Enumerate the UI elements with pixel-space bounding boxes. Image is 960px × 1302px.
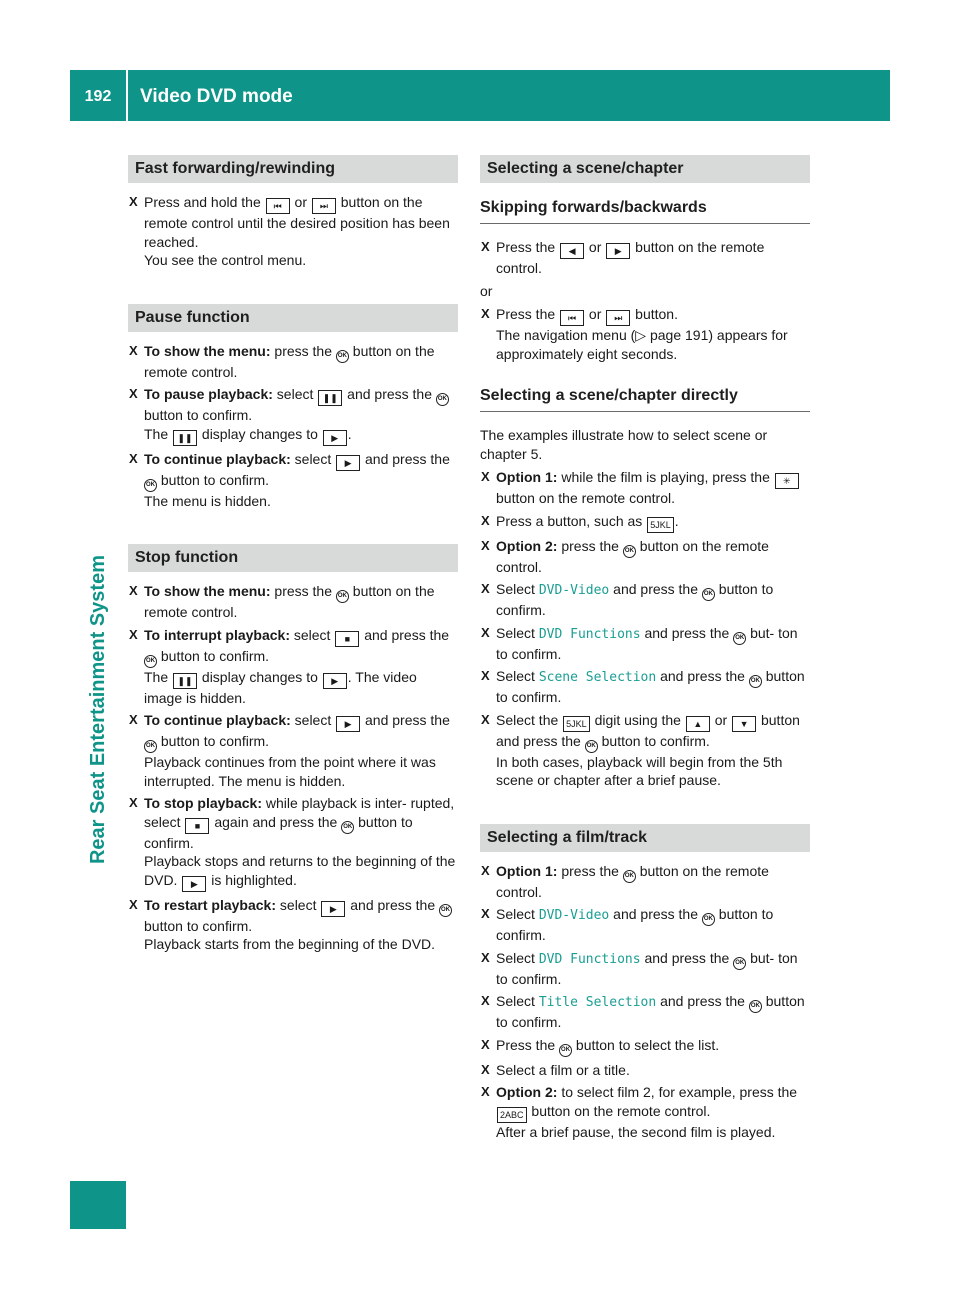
list-item <box>480 580 810 620</box>
arrow-bullet-icon: X <box>129 583 138 598</box>
list-item <box>480 537 810 577</box>
ok-button-icon: OK <box>559 1044 572 1057</box>
step-text: and press the <box>644 624 730 641</box>
step-lead: Option 2: <box>496 1084 558 1100</box>
list-item <box>480 905 810 945</box>
header-divider <box>126 70 128 121</box>
step-text: while the film is playing, press the <box>561 469 770 485</box>
step-text: button on the remote control. <box>144 342 435 380</box>
list-item <box>128 450 458 511</box>
step-text: Press the <box>496 239 556 255</box>
ok-button-icon: OK <box>144 740 157 753</box>
list-item <box>128 193 458 270</box>
arrow-bullet-icon: X <box>481 862 490 878</box>
pause-button-icon: ❚❚ <box>173 673 197 689</box>
step-text: button on the remote control. <box>144 583 435 620</box>
step-text: while playback is inter- rupted, select <box>144 795 455 830</box>
menu-item-code: Title Selection <box>538 995 657 1010</box>
list-item <box>480 238 810 278</box>
ok-button-icon: OK <box>439 904 452 917</box>
side-block <box>70 1181 126 1229</box>
list-item <box>480 667 810 707</box>
skip-back-button-icon: ⏮ <box>266 198 290 214</box>
menu-item-code: DVD-Video <box>538 908 610 923</box>
play-button-icon: ▶ <box>336 455 360 471</box>
step-text: Select <box>496 949 535 966</box>
step-text: button on the remote control. <box>496 239 765 276</box>
step-text: button and press the <box>496 711 800 749</box>
list-item <box>480 1061 810 1080</box>
step-text: button to select the list. <box>575 1036 720 1053</box>
step-result: The <box>144 668 169 685</box>
step-text: button to confirm. <box>496 668 805 705</box>
ok-button-icon: OK <box>623 545 636 558</box>
play-button-icon: ▶ <box>182 876 206 892</box>
menu-item-code: DVD-Video <box>538 583 610 598</box>
step-text: . <box>674 512 679 529</box>
step-lead: To show the menu: <box>144 342 271 359</box>
step-result: In both cases, playback will begin from the 5th scene or chapter after a brief pause. <box>496 753 783 788</box>
step-text: select <box>294 712 332 728</box>
play-button-icon: ▶ <box>323 430 347 446</box>
step-text: and press the <box>350 896 436 913</box>
arrow-bullet-icon: X <box>129 194 138 209</box>
arrow-bullet-icon: X <box>481 581 490 596</box>
menu-item-code: DVD Functions <box>538 951 641 967</box>
play-button-icon: ▶ <box>323 673 347 689</box>
pause-button-icon: ❚❚ <box>318 390 342 406</box>
fast-forward-heading: Fast forwarding/rewinding <box>128 155 458 183</box>
ok-button-icon: OK <box>585 740 598 753</box>
step-text: Select <box>496 668 535 684</box>
list-item <box>480 1036 810 1057</box>
down-button-icon: ▼ <box>732 716 756 732</box>
step-text: Press the <box>496 1036 556 1053</box>
step-text: Press and hold the <box>144 194 261 210</box>
list-item <box>480 305 810 363</box>
asterisk-button-icon: ✳ <box>775 473 799 489</box>
step-text: and press the <box>613 581 698 597</box>
list-item <box>480 949 810 989</box>
step-text: press the <box>561 537 619 554</box>
arrow-bullet-icon: X <box>481 239 490 254</box>
ok-button-icon: OK <box>336 350 349 363</box>
step-lead: To pause playback: <box>144 386 273 402</box>
ok-button-icon: OK <box>749 1000 762 1013</box>
arrow-bullet-icon: X <box>481 1036 490 1052</box>
ok-button-icon: OK <box>749 675 762 688</box>
arrow-bullet-icon: X <box>481 512 490 528</box>
step-text: button on the remote control. <box>496 490 675 506</box>
step-text: and press the <box>644 949 730 966</box>
step-text: or <box>588 306 602 322</box>
up-button-icon: ▲ <box>686 716 710 732</box>
ok-button-icon: OK <box>336 590 349 603</box>
arrow-bullet-icon: X <box>481 711 490 727</box>
step-result: You see the control menu. <box>144 252 307 268</box>
step-text: press the <box>274 583 332 599</box>
two-button-icon: 2ABC <box>497 1107 527 1123</box>
step-text: to select film 2, for example, press the <box>561 1084 798 1100</box>
step-text: and press the <box>365 712 450 728</box>
list-item <box>480 624 810 664</box>
step-result: . The video image is hidden. <box>144 668 417 706</box>
film-heading: Selecting a film/track <box>480 824 810 852</box>
ok-button-icon: OK <box>702 588 715 601</box>
step-lead: To continue playback: <box>144 450 291 467</box>
arrow-bullet-icon: X <box>129 626 138 642</box>
list-item <box>128 342 458 382</box>
step-text: button to confirm. <box>160 733 270 749</box>
step-text: button to confirm. <box>160 647 270 664</box>
ok-button-icon: OK <box>341 821 354 834</box>
step-lead: Option 2: <box>496 537 558 554</box>
arrow-bullet-icon: X <box>481 668 490 683</box>
step-text: and press the <box>660 993 745 1009</box>
step-text: select <box>276 386 314 402</box>
left-button-icon: ◀ <box>560 243 584 259</box>
step-text: and press the <box>365 450 450 467</box>
step-text: press the <box>561 862 619 879</box>
step-text: button on the remote control. <box>496 537 769 575</box>
ok-button-icon: OK <box>733 632 746 645</box>
arrow-bullet-icon: X <box>129 342 138 358</box>
step-text: button on the remote control. <box>496 862 769 900</box>
step-text: button to confirm. <box>496 993 805 1030</box>
step-text: Select <box>496 624 535 641</box>
step-text: or <box>714 711 728 728</box>
step-text: button to confirm. <box>160 471 270 488</box>
step-text: Select <box>496 581 535 597</box>
step-lead: Option 1: <box>496 469 558 485</box>
step-text: button to confirm. <box>496 581 774 618</box>
step-text: Press the <box>496 306 556 322</box>
list-item <box>128 711 458 790</box>
page-title: Video DVD mode <box>140 86 293 107</box>
arrow-bullet-icon: X <box>129 712 138 727</box>
side-label-text: Rear Seat Entertainment System <box>86 554 109 864</box>
step-result: display changes to <box>201 668 318 685</box>
step-text: button to confirm. <box>144 813 413 851</box>
step-lead: To stop playback: <box>144 795 262 811</box>
step-text: button to confirm. <box>144 917 253 934</box>
list-item <box>480 468 810 508</box>
arrow-bullet-icon: X <box>481 469 490 484</box>
step-text: Select the <box>496 711 559 728</box>
step-result: After a brief pause, the second film is played. <box>496 1123 776 1140</box>
arrow-bullet-icon: X <box>481 906 490 921</box>
ok-button-icon: OK <box>436 393 449 406</box>
step-result: Playback continues from the point where it was interrupted. The menu is hidden. <box>144 754 436 789</box>
arrow-bullet-icon: X <box>481 624 490 640</box>
ok-button-icon: OK <box>144 655 157 668</box>
play-button-icon: ▶ <box>321 901 345 917</box>
menu-item-code: Scene Selection <box>538 670 657 685</box>
arrow-bullet-icon: X <box>129 896 138 912</box>
step-text: select <box>279 896 317 913</box>
step-text: and press the <box>347 386 432 402</box>
ok-button-icon: OK <box>623 870 636 883</box>
step-result: The navigation menu (▷ page 191) appears for approximately eight seconds. <box>496 327 788 362</box>
intro-text: The examples illustrate how to select scene or chapter 5. <box>480 427 768 462</box>
step-lead: To restart playback: <box>144 896 277 913</box>
side-label <box>84 554 112 864</box>
step-result: is highlighted. <box>211 871 297 888</box>
ok-button-icon: OK <box>702 913 715 926</box>
step-text: button on the remote control. <box>531 1102 711 1119</box>
ok-button-icon: OK <box>144 479 157 492</box>
list-item <box>480 1083 810 1141</box>
stop-heading: Stop function <box>128 544 458 572</box>
step-text: select <box>294 450 332 467</box>
list-item <box>480 862 810 902</box>
right-column <box>480 155 810 1145</box>
step-result: . <box>347 425 352 442</box>
step-text: and press the <box>613 906 698 922</box>
step-lead: To show the menu: <box>144 583 271 599</box>
step-text: Select <box>496 906 535 922</box>
arrow-bullet-icon: X <box>129 450 138 466</box>
step-text: button to confirm. <box>496 906 774 943</box>
step-text: Press a button, such as <box>496 512 643 529</box>
list-item <box>480 711 810 790</box>
step-text: digit using the <box>594 711 681 728</box>
arrow-bullet-icon: X <box>481 993 490 1008</box>
step-text: again and press the <box>214 813 338 830</box>
stop-button-icon: ■ <box>185 818 209 834</box>
play-button-icon: ▶ <box>336 716 360 732</box>
step-text: press the <box>274 342 332 359</box>
page-number: 192 <box>84 88 112 105</box>
skip-forward-button-icon: ⏭ <box>606 310 630 326</box>
step-text: button on the remote control until the desired position has been reached. <box>144 194 450 250</box>
list-item <box>480 512 810 533</box>
list-item <box>128 896 458 954</box>
arrow-bullet-icon: X <box>481 1084 490 1099</box>
arrow-bullet-icon: X <box>481 537 490 553</box>
list-item <box>128 626 458 708</box>
ok-button-icon: OK <box>733 957 746 970</box>
step-text: or <box>294 194 307 210</box>
step-text: button. <box>635 306 678 322</box>
step-lead: Option 1: <box>496 862 558 879</box>
step-text: button to confirm. <box>144 407 253 423</box>
skip-forward-button-icon: ⏭ <box>312 198 336 214</box>
step-result: Playback starts from the beginning of the DVD. <box>144 936 436 952</box>
skip-subheading: Skipping forwards/backwards <box>480 193 810 224</box>
pause-heading: Pause function <box>128 304 458 332</box>
step-text: but- ton to confirm. <box>496 949 798 987</box>
or-text: or <box>480 282 493 299</box>
menu-item-code: DVD Functions <box>538 626 641 642</box>
step-text: or <box>588 239 602 255</box>
arrow-bullet-icon: X <box>129 386 138 401</box>
step-result: The <box>144 425 169 442</box>
list-item <box>480 992 810 1032</box>
direct-subheading: Selecting a scene/chapter directly <box>480 381 810 412</box>
stop-button-icon: ■ <box>335 631 359 647</box>
step-lead: To continue playback: <box>144 712 291 728</box>
list-item <box>128 385 458 446</box>
step-result: The menu is hidden. <box>144 492 271 509</box>
step-text: Select <box>496 993 535 1009</box>
arrow-bullet-icon: X <box>481 1061 490 1077</box>
step-result: display changes to <box>201 425 318 442</box>
step-text: but- ton to confirm. <box>496 624 798 662</box>
pause-button-icon: ❚❚ <box>173 430 197 446</box>
step-result: Playback stops and returns to the beginning of the DVD. <box>144 853 456 888</box>
step-text: and press the <box>364 626 450 643</box>
arrow-bullet-icon: X <box>129 795 138 810</box>
step-lead: To interrupt playback: <box>144 626 290 643</box>
step-text: Select a film or a title. <box>496 1061 630 1078</box>
list-item <box>128 794 458 892</box>
step-text: button to confirm. <box>601 732 710 749</box>
five-button-icon: 5JKL <box>563 716 590 732</box>
arrow-bullet-icon: X <box>481 306 490 321</box>
skip-back-button-icon: ⏮ <box>560 310 584 326</box>
list-item <box>128 582 458 622</box>
arrow-bullet-icon: X <box>481 949 490 965</box>
step-text: and press the <box>660 668 745 684</box>
right-button-icon: ▶ <box>606 243 630 259</box>
five-button-icon: 5JKL <box>647 517 674 533</box>
step-text: select <box>293 626 331 643</box>
left-column <box>128 155 458 958</box>
scene-heading: Selecting a scene/chapter <box>480 155 810 183</box>
